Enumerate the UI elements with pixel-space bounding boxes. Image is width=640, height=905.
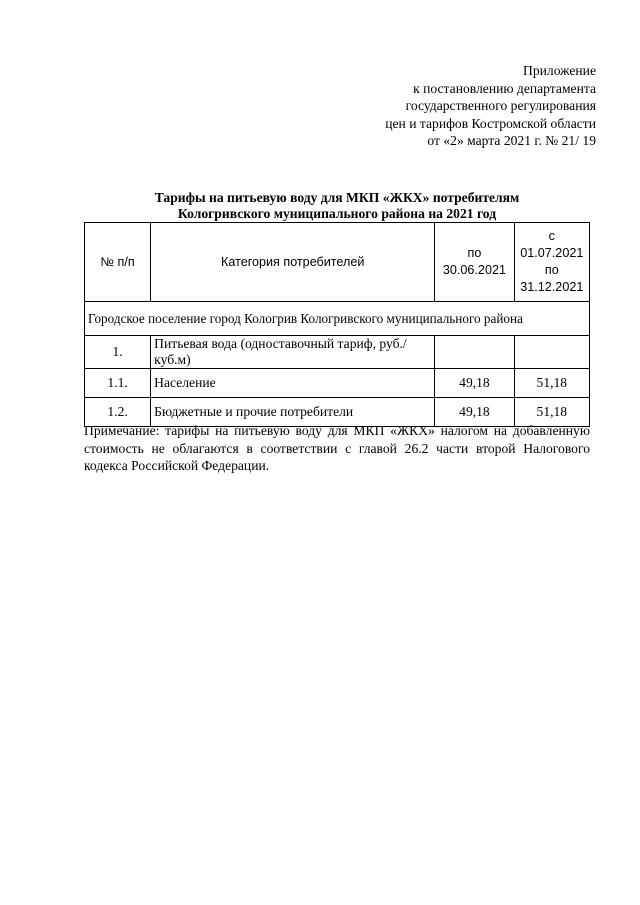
table-row bbox=[85, 336, 590, 369]
header-period-1 bbox=[435, 223, 514, 302]
header-period-2-line: 01.07.2021 bbox=[520, 246, 584, 260]
row-value-period-2: 51,18 bbox=[514, 369, 589, 398]
title-line-2: Кологривского муниципального района на 2021 год bbox=[177, 206, 497, 221]
table-section-row bbox=[85, 302, 590, 336]
header-category: Категория потребителей bbox=[151, 223, 435, 302]
header-period-2-line: 31.12.2021 bbox=[520, 280, 584, 294]
row-number: 1. bbox=[85, 336, 151, 369]
row-category: Бюджетные и прочие потребители bbox=[151, 398, 435, 427]
header-period-2-line: по bbox=[544, 263, 559, 277]
row-number: 1.2. bbox=[85, 398, 151, 427]
row-number: 1.1. bbox=[85, 369, 151, 398]
row-value-period-1: 49,18 bbox=[435, 369, 514, 398]
row-category: Население bbox=[151, 369, 435, 398]
row-category: Питьевая вода (одноставочный тариф, руб./куб.м) bbox=[151, 336, 435, 369]
appendix-line: государственного регулирования bbox=[405, 98, 596, 113]
header-period-1-line: 30.06.2021 bbox=[442, 263, 506, 277]
appendix-block bbox=[385, 62, 596, 150]
table-header-row bbox=[85, 223, 590, 302]
row-value-period-2 bbox=[514, 336, 589, 369]
section-label: Городское поселение город Кологрив Кологривского муниципального района bbox=[85, 302, 590, 336]
appendix-line: цен и тарифов Костромской области bbox=[385, 115, 596, 131]
header-period-1-line: по bbox=[467, 246, 482, 260]
title-line-1: Тарифы на питьевую воду для МКП «ЖКХ» потребителям bbox=[154, 190, 520, 205]
header-period-2-line: с bbox=[548, 229, 555, 243]
appendix-line: Приложение bbox=[523, 63, 596, 78]
appendix-line: к постановлению департамента bbox=[413, 80, 596, 96]
appendix-line: от «2» марта 2021 г. № 21/ 19 bbox=[427, 133, 596, 148]
row-value-period-2: 51,18 bbox=[514, 398, 589, 427]
table-row bbox=[85, 369, 590, 398]
document-title bbox=[84, 190, 590, 222]
footnote: Примечание: тарифы на питьевую воду для МКП «ЖКХ» налогом на добавленную стоимость не облагаются в соответствии с главой 26.2 части второй Налогового кодекса Российской Федерации. bbox=[84, 423, 590, 473]
tariff-table bbox=[84, 222, 590, 427]
header-period-2 bbox=[514, 223, 589, 302]
row-value-period-1: 49,18 bbox=[435, 398, 514, 427]
row-value-period-1 bbox=[435, 336, 514, 369]
header-number: № п/п bbox=[85, 223, 151, 302]
